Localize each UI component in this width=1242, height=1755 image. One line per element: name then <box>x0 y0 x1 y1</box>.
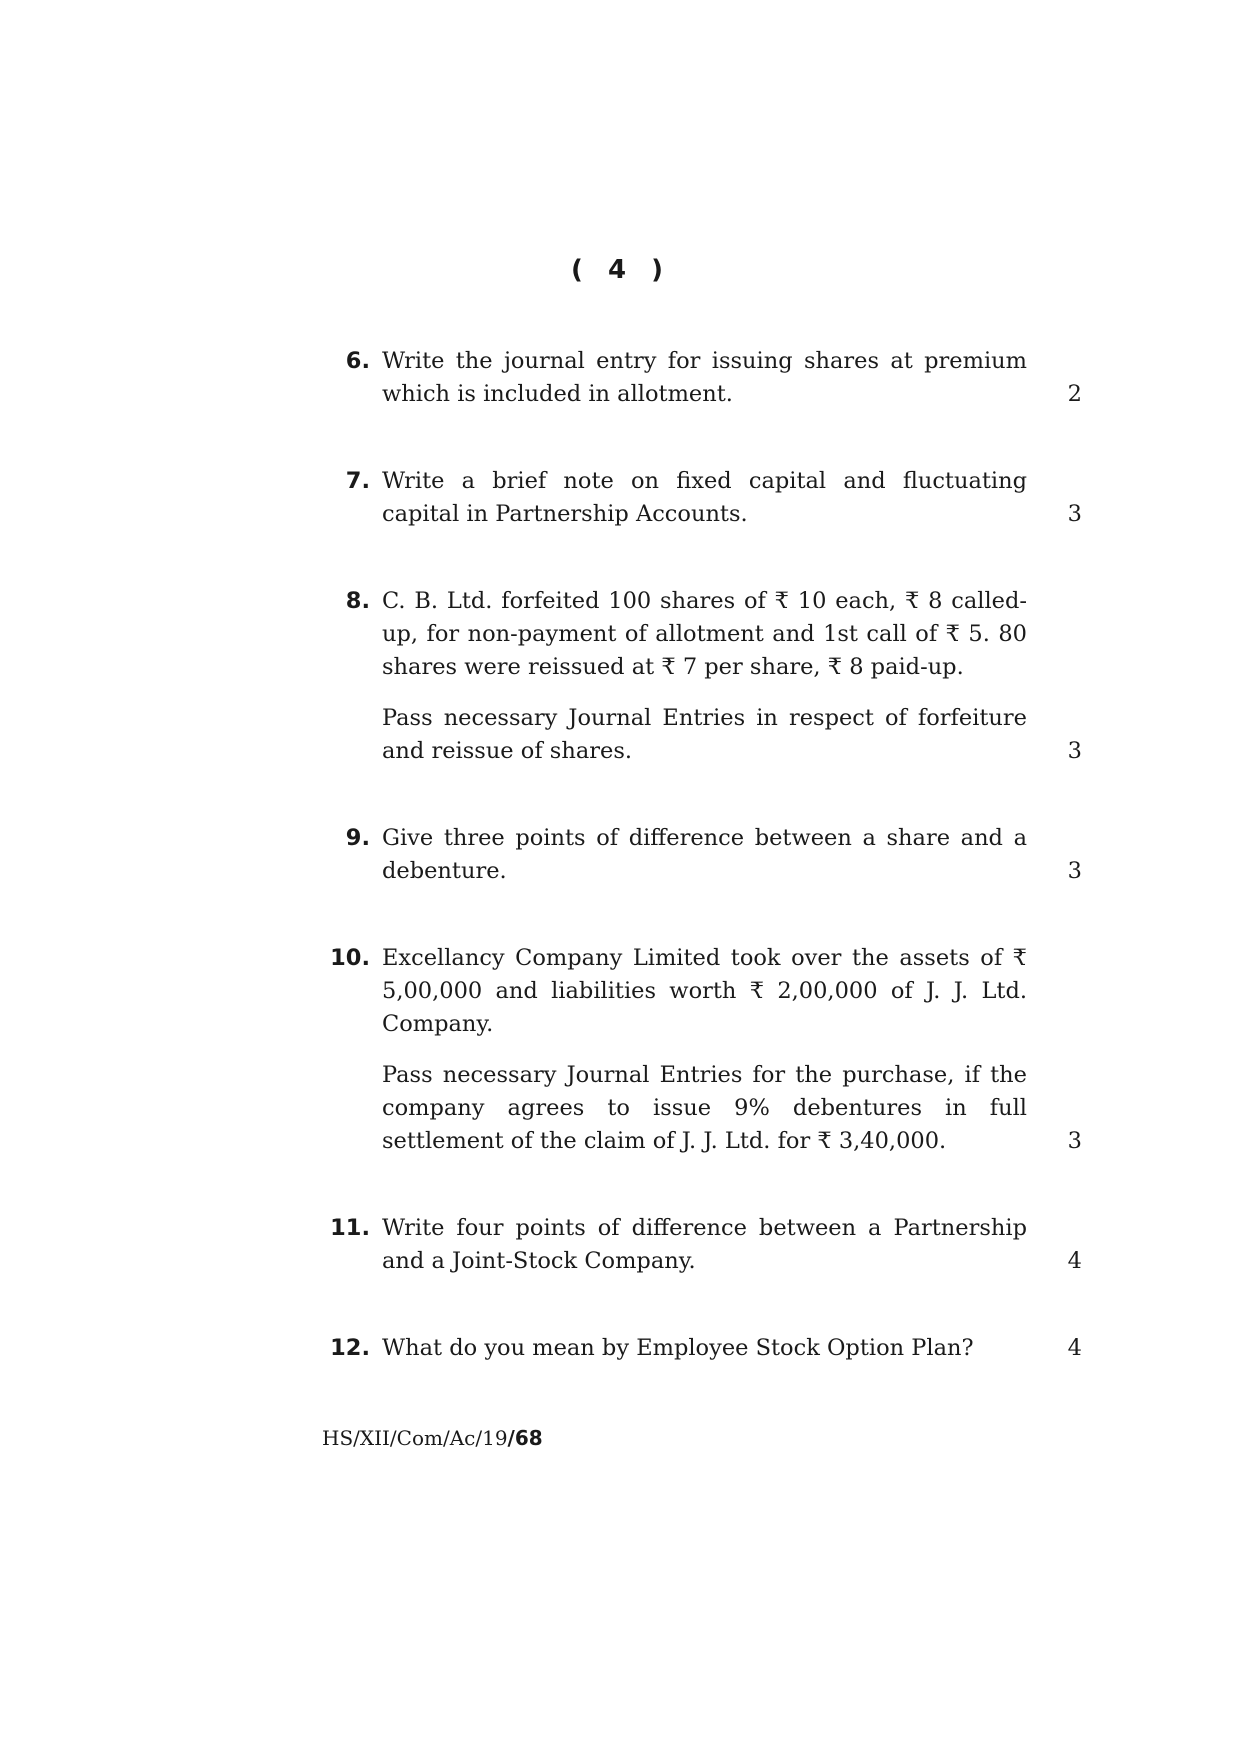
question-number: 8. <box>345 588 370 614</box>
question-text: Pass necessary Journal Entries in respect of forfeiture and reissue of shares. <box>382 705 1027 764</box>
question-text: Give three points of difference between a share and a debenture. <box>382 825 1027 884</box>
question-number: 9. <box>345 825 370 851</box>
question-body <box>382 585 1092 768</box>
question-body <box>382 822 1092 888</box>
question-number: 11. <box>330 1215 370 1241</box>
question-list <box>322 345 1092 1419</box>
question-11 <box>322 1212 1092 1278</box>
question-paragraph <box>382 942 1092 1041</box>
question-8 <box>322 585 1092 768</box>
question-paragraph <box>382 465 1092 531</box>
question-text: C. B. Ltd. forfeited 100 shares of ₹ 10 each, ₹ 8 called-up, for non-payment of allotment and 1st call of ₹ 5. 80 shares were reissued at ₹ 7 per share, ₹ 8 paid-up. <box>382 588 1027 680</box>
question-paragraph <box>382 1059 1092 1158</box>
question-12 <box>322 1332 1092 1365</box>
question-paragraph <box>382 585 1092 684</box>
marks: 4 <box>1067 1248 1082 1274</box>
question-6 <box>322 345 1092 411</box>
question-text: Pass necessary Journal Entries for the purchase, if the company agrees to issue 9% debentures in full settlement of the claim of J. J. Ltd. for ₹ 3,40,000. <box>382 1062 1027 1154</box>
page-number: ( 4 ) <box>571 255 671 285</box>
question-7 <box>322 465 1092 531</box>
question-body <box>382 1332 1092 1365</box>
marks: 2 <box>1067 381 1082 407</box>
marks: 3 <box>1067 501 1082 527</box>
marks: 3 <box>1067 738 1082 764</box>
question-paragraph <box>382 822 1092 888</box>
marks: 3 <box>1067 1128 1082 1154</box>
question-paragraph <box>382 702 1092 768</box>
question-text: Write a brief note on fixed capital and fluctuating capital in Partnership Accounts. <box>382 468 1027 527</box>
question-number: 7. <box>345 468 370 494</box>
question-text: Write the journal entry for issuing shares at premium which is included in allotment. <box>382 348 1027 407</box>
question-body <box>382 942 1092 1158</box>
question-text: What do you mean by Employee Stock Option Plan? <box>382 1335 974 1361</box>
question-10 <box>322 942 1092 1158</box>
question-text: Write four points of difference between a Partnership and a Joint-Stock Company. <box>382 1215 1027 1274</box>
footer-code <box>322 1426 543 1450</box>
question-9 <box>322 822 1092 888</box>
question-paragraph <box>382 345 1092 411</box>
question-number: 10. <box>330 945 370 971</box>
question-paragraph <box>382 1332 1092 1365</box>
footer-code-text: HS/XII/Com/Ac/19 <box>322 1426 508 1450</box>
marks: 3 <box>1067 858 1082 884</box>
question-body <box>382 345 1092 411</box>
question-number: 6. <box>345 348 370 374</box>
footer-code-bold: /68 <box>507 1426 543 1450</box>
question-number: 12. <box>330 1335 370 1361</box>
question-body <box>382 1212 1092 1278</box>
question-text: Excellancy Company Limited took over the assets of ₹ 5,00,000 and liabilities worth ₹ 2,00,000 of J. J. Ltd. Company. <box>382 945 1027 1037</box>
question-body <box>382 465 1092 531</box>
question-paragraph <box>382 1212 1092 1278</box>
marks: 4 <box>1067 1335 1082 1361</box>
